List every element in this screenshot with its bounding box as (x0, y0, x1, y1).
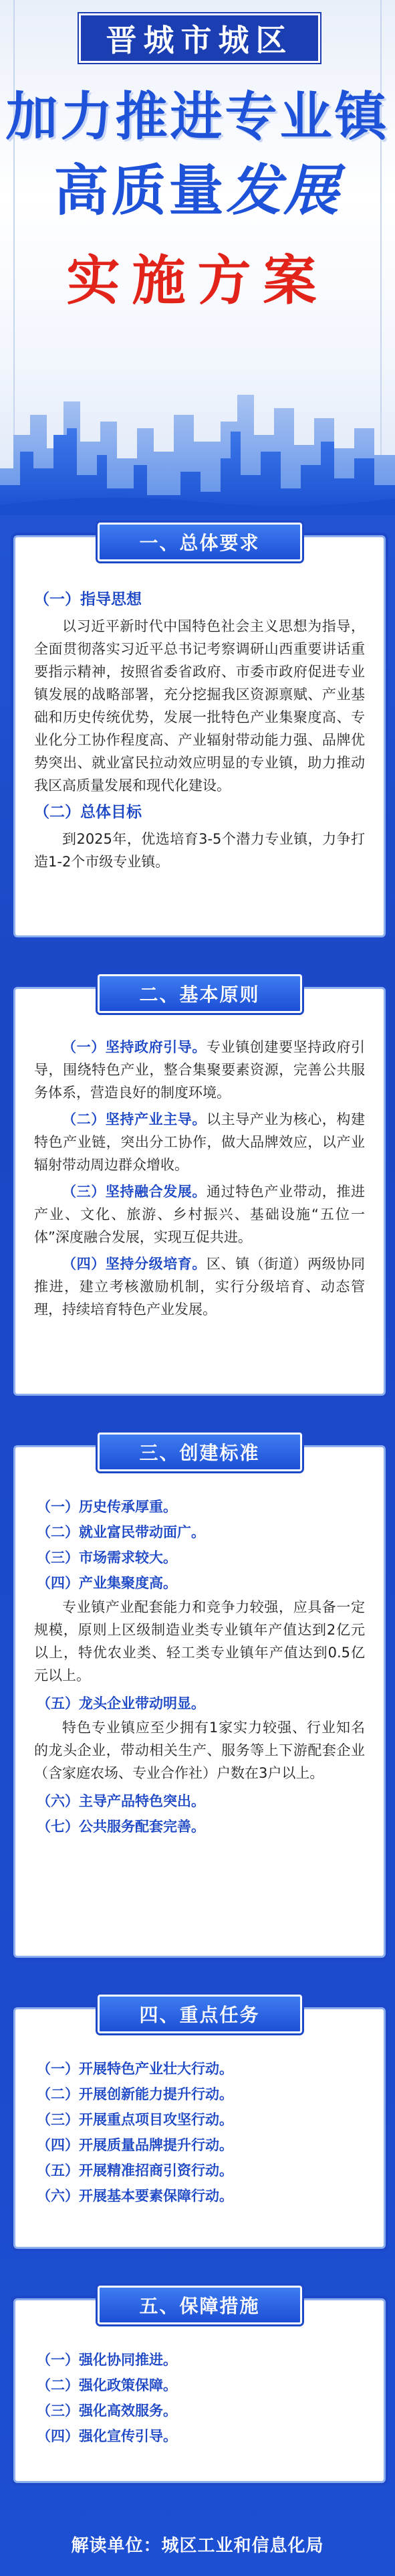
standard-item: （一）历史传承厚重。 (37, 1499, 177, 1515)
principle-heading: （四）坚持分级培育。 (62, 1256, 207, 1272)
task-item: （二）开展创新能力提升行动。 (37, 2086, 233, 2102)
section-heading: 二、基本原则 (98, 974, 302, 1013)
subheading-guiding-ideology: （一）指导思想 (34, 591, 142, 608)
section-heading: 三、创建标准 (98, 1433, 302, 1471)
standard-item: （四）产业集聚度高。 (37, 1575, 177, 1591)
standard-item: （二）就业富民带动面广。 (37, 1524, 205, 1540)
principle-heading: （一）坚持政府引导。 (62, 1039, 207, 1055)
title-badge: 晋城市城区 (79, 13, 320, 63)
footer-interpreting-unit: 解读单位：城区工业和信息化局 (71, 2536, 324, 2556)
principle-item (34, 1180, 365, 1249)
principle-item (34, 1108, 365, 1176)
principle-text: 通过特色产业带动，推进产业、文化、旅游、乡村振兴、基础设施“五位一体”深度融合发展，实现互促共进。 (34, 1184, 365, 1245)
measure-item: （四）强化宣传引导。 (37, 2428, 177, 2444)
paragraph-guiding-ideology: 以习近平新时代中国特色社会主义思想为指导，全面贯彻落实习近平总书记考察调研山西重要讲话重要指示精神，按照省委省政府、市委市政府促进专业镇发展的战略部署，充分挖掘我区资源禀赋、产业基础和历史传统优势，发展一批特色产业集聚度高、专业化分工协作程度高、产业辐射带动能力强、品牌优势突出、就业富民拉动效应明显的专业镇，助力推动我区高质量发展和现代化建设。 (34, 618, 365, 794)
task-item: （三）开展重点项目攻坚行动。 (37, 2112, 233, 2128)
hero-banner (0, 0, 395, 515)
section-safeguard-measures (13, 2295, 386, 2483)
section-overall-requirements (13, 532, 386, 937)
standard-item: （三）市场需求较大。 (37, 1550, 177, 1566)
section-heading: 一、总体要求 (98, 523, 302, 561)
city-skyline-illustration (0, 335, 395, 515)
section-heading: 四、重点任务 (98, 1995, 302, 2033)
standard-paragraph: 专业镇产业配套能力和竞争力较强，应具备一定规模，原则上区级制造业类专业镇年产值达到2亿元以上，特优农业类、轻工类专业镇年产值达到0.5亿元以上。 (34, 1599, 365, 1683)
title-line-3: 实施方案 (66, 250, 329, 312)
section-basic-principles (13, 984, 386, 1396)
principle-heading: （三）坚持融合发展。 (62, 1184, 207, 1200)
section-key-tasks (13, 2004, 386, 2249)
task-item: （四）开展质量品牌提升行动。 (37, 2137, 233, 2153)
title-line-2-plain: 高质量 (53, 159, 227, 223)
task-item: （六）开展基本要素保障行动。 (37, 2188, 233, 2204)
measure-item: （二）强化政策保障。 (37, 2377, 177, 2393)
principle-item (34, 1036, 365, 1104)
paragraph-overall-goal: 到2025年，优选培育3-5个潜力专业镇，力争打造1-2个市级专业镇。 (34, 831, 365, 870)
measure-item: （一）强化协同推进。 (37, 2352, 177, 2368)
principle-heading: （二）坚持产业主导。 (62, 1111, 207, 1127)
title-line-1: 加力推进专业镇 (5, 87, 390, 147)
standard-item: （六）主导产品特色突出。 (37, 1793, 205, 1809)
principle-item (34, 1253, 365, 1321)
task-item: （一）开展特色产业壮大行动。 (37, 2061, 233, 2077)
section-heading: 五、保障措施 (98, 2286, 302, 2324)
principle-text: 区、镇（街道）两级协同推进，建立考核激励机制，实行分级培育、动态管理，持续培育特色产业发展。 (34, 1256, 365, 1317)
title-line-2-italic: 发展 (226, 159, 342, 223)
standard-item: （五）龙头企业带动明显。 (37, 1695, 205, 1712)
principle-text: 以主导产业为核心，构建特色产业链，突出分工协作，做大品牌效应，以产业辐射带动周边群众增收。 (34, 1111, 365, 1173)
task-item: （五）开展精准招商引资行动。 (37, 2163, 233, 2179)
principle-text: 专业镇创建要坚持政府引导，围绕特色产业，整合集聚要素资源，完善公共服务体系，营造良好的制度环境。 (34, 1039, 365, 1101)
standard-paragraph: 特色专业镇应至少拥有1家实力较强、行业知名的龙头企业，带动相关生产、服务等上下游配套企业（含家庭农场、专业合作社）户数在3户以上。 (34, 1720, 365, 1781)
standard-item: （七）公共服务配套完善。 (37, 1819, 205, 1835)
measure-item: （三）强化高效服务。 (37, 2403, 177, 2419)
title-line-2 (0, 147, 395, 225)
section-creation-standards (13, 1442, 386, 1958)
subheading-overall-goal: （二）总体目标 (34, 804, 142, 821)
